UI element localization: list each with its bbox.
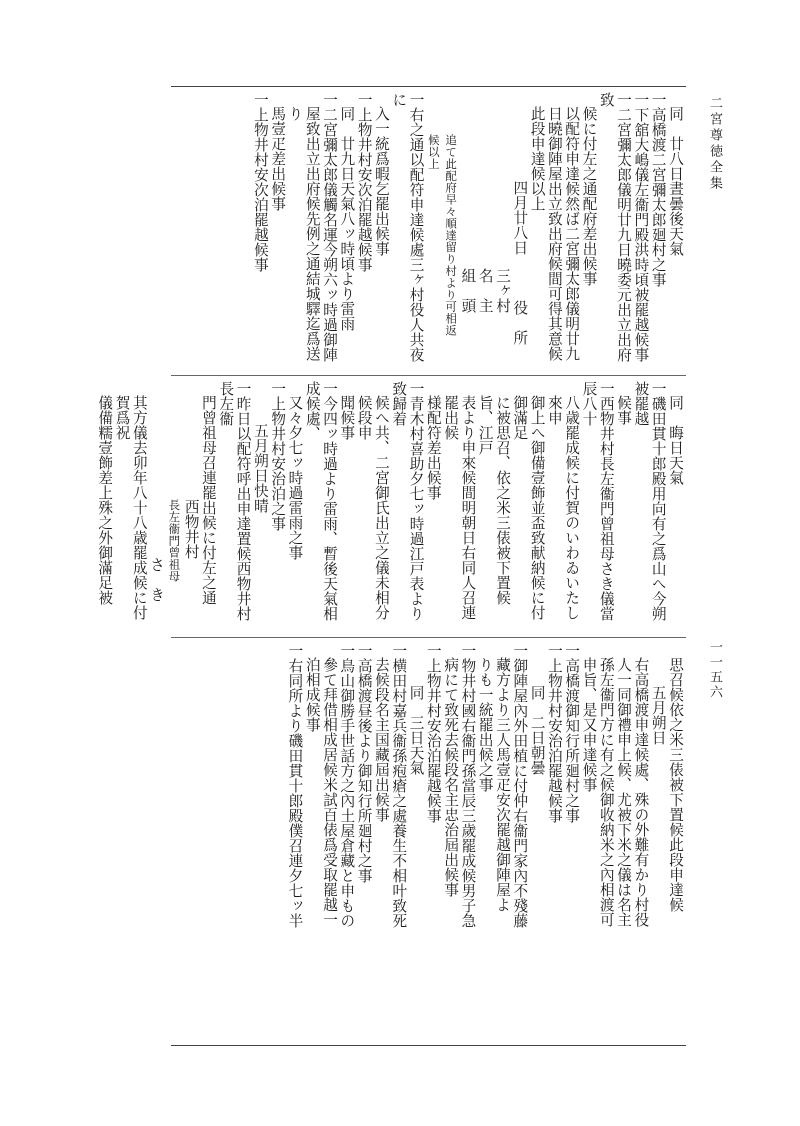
text-column: 一高橋渡二宮彌太郎廻村之事 xyxy=(649,92,667,287)
text-column: 一二宮彌太郎儀觸名運今朔六ッ時過御陣 xyxy=(321,92,339,362)
text-column: 入一統爲暇乞罷出候事 xyxy=(372,106,390,256)
text-column: 五月朔日快晴 xyxy=(251,423,269,513)
text-tier-middle xyxy=(96,381,686,633)
text-column: 人一同御禮申上候、尤被下米之儀は名主 xyxy=(615,657,633,927)
text-column: 組 頭 xyxy=(459,268,477,313)
text-column: 一二宮彌太郎儀明廿九日曉委元出立出府致 xyxy=(597,92,633,362)
text-column: 同 二日朝曇 xyxy=(528,685,546,775)
text-column: 西物井村 xyxy=(182,499,200,559)
text-column: 一鳥山御勝手世話方之內土屋倉藏と申もの xyxy=(338,643,356,928)
text-tier-upper xyxy=(171,92,686,372)
text-column: 聞候事 xyxy=(338,395,356,440)
text-column: 長左衞門曾祖母 xyxy=(167,499,182,583)
text-column: 一上物井村安次泊罷越候事 xyxy=(251,92,269,272)
text-column: 一横田村嘉兵衞孫疱瘡之處養生不相叶致死 xyxy=(390,643,408,928)
text-column: 一高橋渡御知行所廻村之事 xyxy=(563,643,581,823)
tier-divider-lower xyxy=(171,637,686,638)
text-column: 去候段名主国藏屆出候事 xyxy=(372,657,390,822)
text-column: 一上物井村安治泊罷越候事 xyxy=(545,643,563,823)
text-column: に被思召、依之米三俵被下置候旨、江戸 xyxy=(476,395,512,605)
text-column: 候に付左之通配府差出候事 xyxy=(580,106,598,286)
text-column: 同 廿八日晝曇後天氣 xyxy=(667,106,684,256)
text-column: 追て此配府早々順達留り村より可相返 xyxy=(444,134,459,337)
text-column: 一右之通以配符申達候處三ヶ村役人共夜に xyxy=(390,92,425,362)
text-column: りも一統罷出候之事 xyxy=(476,657,494,792)
text-column: 八歳罷成候に付賀のいわゐいたし來申 xyxy=(545,395,581,620)
running-title: 二宮尊徳全集 xyxy=(707,96,722,192)
text-column: 一昨日以配符呼出申達置候西物井村長左衞 xyxy=(217,381,252,621)
text-column: 候へ共、二宮御氏出立之儀未相分候段申 xyxy=(355,395,390,620)
text-column: 其方儀去卯年八十八歳罷成候に付賀爲祝 xyxy=(113,395,148,620)
text-column: 一下舘大嶋儀左衞門殿洪時頃被罷越候事 xyxy=(632,92,650,362)
text-column: 申旨、是又申達候事 xyxy=(580,657,598,792)
text-column: 一上物井村安治泊之事 xyxy=(269,381,287,531)
tier-columns xyxy=(286,643,684,1041)
text-column: 藏方より三人馬壹疋安次罷越御陣屋よ xyxy=(494,657,512,912)
text-column: 五月朔日 xyxy=(649,685,667,745)
text-column: 三ヶ村 xyxy=(494,268,512,313)
text-column: 同 三日天氣 xyxy=(407,685,425,775)
text-column: 參て拜借相成居候米試百俵爲受取罷越一 xyxy=(321,657,339,927)
text-column: さ き xyxy=(148,557,166,602)
text-column: 病にて致死去候段名主忠治屆出候事 xyxy=(442,657,460,897)
text-column: 候以上 xyxy=(426,134,441,170)
text-column: 此段申達候以上 xyxy=(528,106,546,211)
text-column: 一西物井村長左衞門曾祖母さき儀當辰八十 xyxy=(580,381,615,621)
tier-divider-upper xyxy=(171,375,686,376)
tier-columns xyxy=(252,92,684,372)
text-column: 様配符差出候事 xyxy=(424,395,442,500)
text-column: 思召候依之米三俵被下置候此段申達候 xyxy=(667,657,684,912)
text-column: 御上へ御備壹飾並盃致献納候に付御滿足 xyxy=(511,395,546,620)
text-column: 以配符申達候然ば二宮彌太郎儀明廿九 xyxy=(563,106,581,361)
text-column: 屋致出立出府候先例之通結城驛迄爲送り xyxy=(286,106,321,361)
tier-columns xyxy=(96,381,684,633)
text-column: 一磯田貫十郎殿用向有之爲山へ今朔被罷越 xyxy=(632,381,667,621)
text-column: 儀備糯壹飾差上殊之外御滿足被 xyxy=(96,395,114,605)
page-number: 一一五六 xyxy=(707,640,722,700)
text-column: 同 晦日天氣 xyxy=(667,395,684,485)
text-column: 一上物井村安次泊罷越候事 xyxy=(355,92,373,272)
text-column: 門曾祖母召連罷出候に付左之通 xyxy=(199,395,217,605)
text-column: 候事 xyxy=(615,395,633,425)
text-column: 右高橋渡申達候處、殊の外難有かり村役 xyxy=(632,657,650,927)
text-column: 一上物井村安治泊罷越候事 xyxy=(424,643,442,823)
text-column: 一物井村國右衞門孫當辰三歲罷成候男子急 xyxy=(459,643,477,928)
text-column: 四月廿八日 役 所 xyxy=(511,180,529,345)
text-column: 一今四ッ時過より雷雨、暫後天氣相成候處、 xyxy=(303,381,339,621)
text-column: 表より申來候間明朝日右同人召連罷出候 xyxy=(442,395,477,620)
text-tier-lower xyxy=(171,643,686,1041)
text-column: 一高橋渡昼後より御知行所廻村之事 xyxy=(355,643,373,883)
text-column: 一御陣屋內外田植に付仲右衞門家內不殘藤 xyxy=(511,643,529,928)
text-column: 日曉御陣屋出立致出府候間可得其意候 xyxy=(545,106,563,361)
text-column: 名 主 xyxy=(476,268,494,313)
text-column: 一右同所より磯田貫十郎殿僕召連夕七ッ半 xyxy=(286,643,304,928)
text-column: 泊相成候事 xyxy=(303,657,321,732)
text-column: 同 廿九日天氣八ッ時頃より雷雨 xyxy=(338,106,356,331)
text-column: 又々夕七ッ時過雷雨之事 xyxy=(286,395,304,560)
text-column: 馬壹疋差出候事 xyxy=(269,106,287,211)
text-column: 孫左衞門方に有之候御收納米之內相渡可 xyxy=(597,657,615,927)
text-column: 一青木村喜助夕七ッ時過江戸表より致歸着 xyxy=(390,381,425,621)
